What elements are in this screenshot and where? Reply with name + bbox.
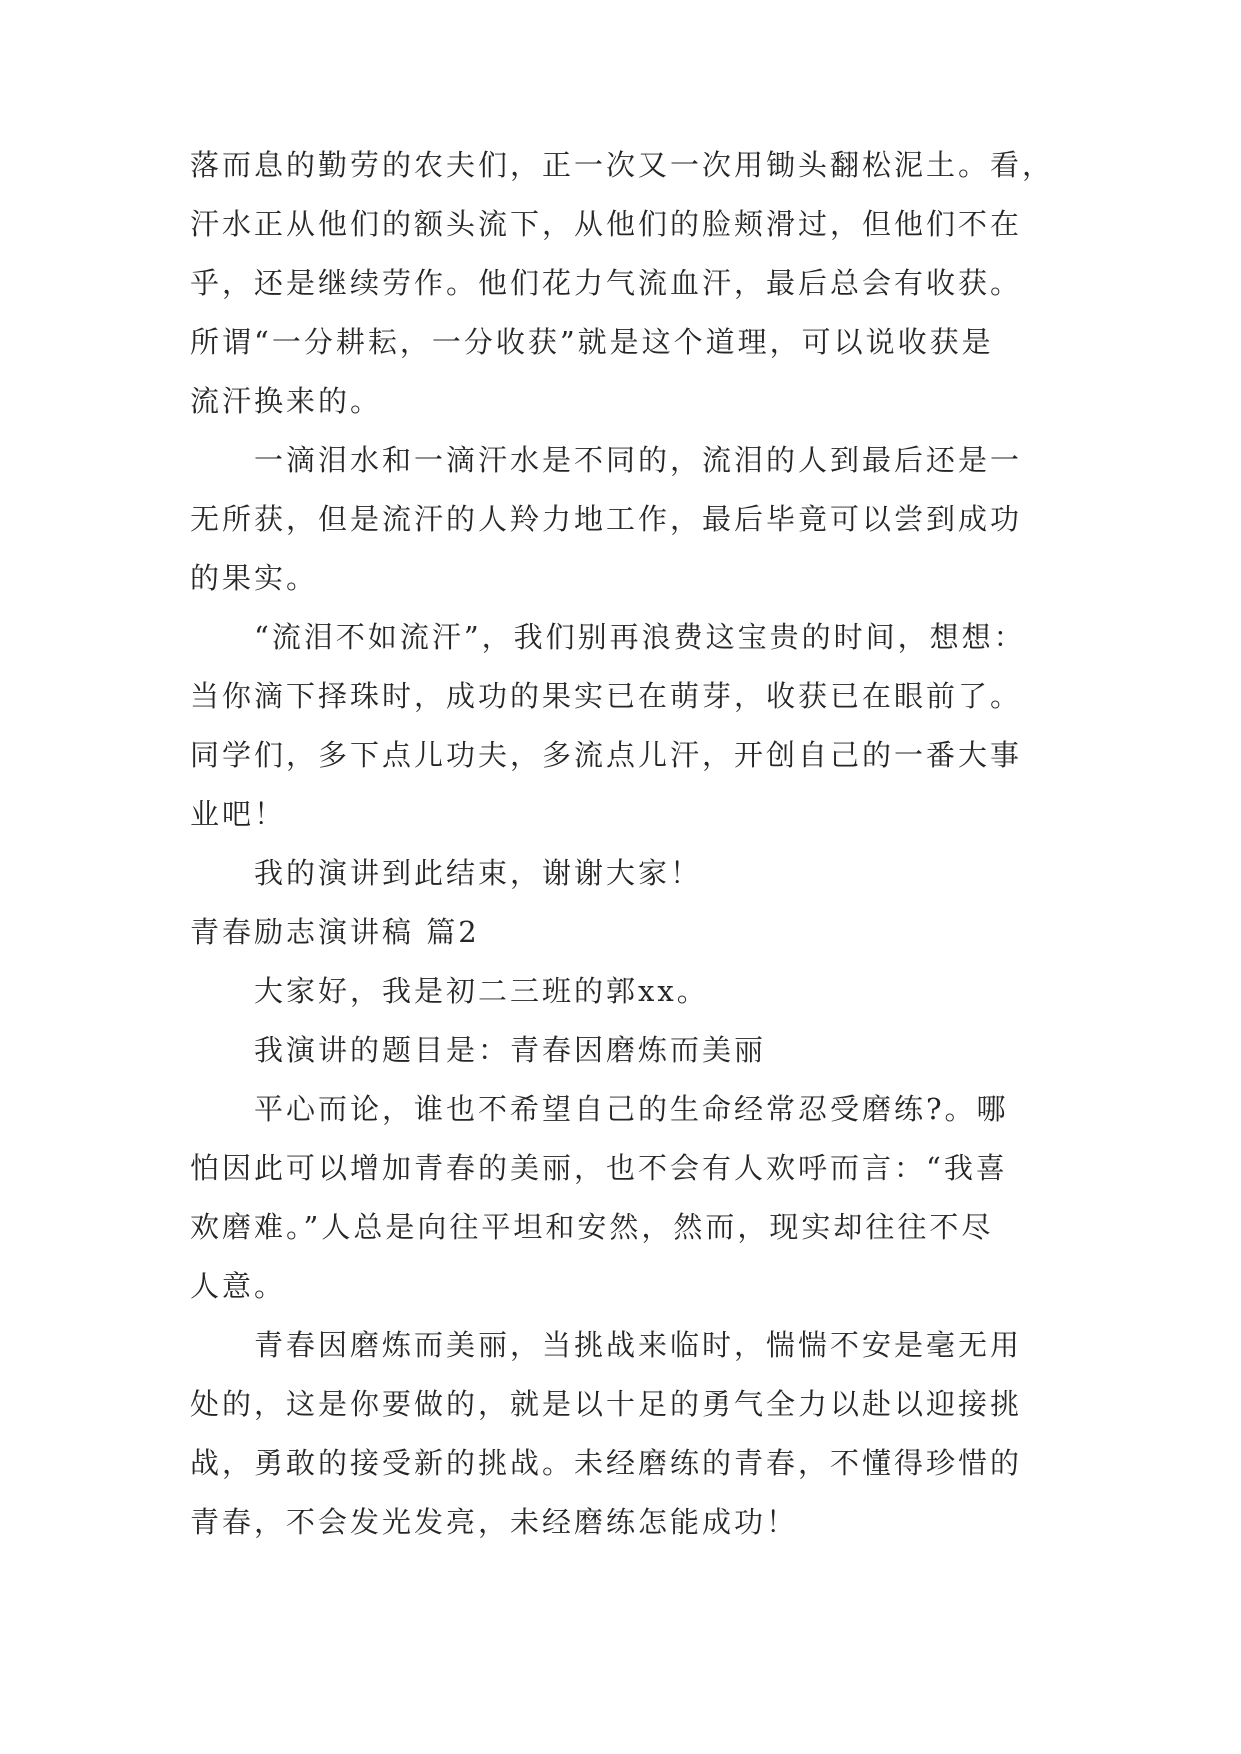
paragraph-start: 我的演讲到此结束，谢谢大家！ xyxy=(254,856,703,890)
document-body xyxy=(190,136,1070,1552)
text-line: 的果实。 xyxy=(190,561,319,595)
text-line: 青春，不会发光发亮，未经磨练怎能成功！ xyxy=(190,1505,799,1539)
paragraph-start: “流泪不如流汗”，我们别再浪费这宝贵的时间，想想： xyxy=(254,620,1026,654)
text-line: 乎，还是继续劳作。他们花力气流血汗，最后总会有收获。 xyxy=(190,266,1023,300)
paragraph-start: 大家好，我是初二三班的郭xx。 xyxy=(254,974,709,1008)
text-line: 业吧！ xyxy=(190,797,287,831)
text-line: 无所获，但是流汗的人羚力地工作，最后毕竟可以尝到成功 xyxy=(190,502,1023,536)
text-line: 流汗换来的。 xyxy=(190,384,383,418)
text-line: 处的，这是你要做的，就是以十足的勇气全力以赴以迎接挑 xyxy=(190,1387,1023,1421)
section-heading: 青春励志演讲稿 篇2 xyxy=(190,915,480,949)
paragraph-start: 平心而论，谁也不希望自己的生命经常忍受磨练?。哪 xyxy=(254,1092,1009,1126)
text-line: 怕因此可以增加青春的美丽，也不会有人欢呼而言：“我喜 xyxy=(190,1151,1008,1185)
paragraph-start: 我演讲的题目是：青春因磨炼而美丽 xyxy=(254,1033,767,1067)
paragraph-start: 一滴泪水和一滴汗水是不同的，流泪的人到最后还是一 xyxy=(254,443,1023,477)
text-line: 落而息的勤劳的农夫们，正一次又一次用锄头翻松泥土。看， xyxy=(190,148,1055,182)
text-line: 汗水正从他们的额头流下，从他们的脸颊滑过，但他们不在 xyxy=(190,207,1023,241)
text-line: 当你滴下择珠时，成功的果实已在萌芽，收获已在眼前了。 xyxy=(190,679,1023,713)
text-line: 战，勇敢的接受新的挑战。未经磨练的青春，不懂得珍惜的 xyxy=(190,1446,1023,1480)
text-line: 欢磨难。”人总是向往平坦和安然，然而，现实却往往不尽 xyxy=(190,1210,994,1244)
text-line: 所谓“一分耕耘，一分收获”就是这个道理，可以说收获是 xyxy=(190,325,994,359)
paragraph-start: 青春因磨炼而美丽，当挑战来临时，惴惴不安是毫无用 xyxy=(254,1328,1023,1362)
text-line: 同学们，多下点儿功夫，多流点儿汗，开创自己的一番大事 xyxy=(190,738,1023,772)
text-line: 人意。 xyxy=(190,1269,287,1303)
